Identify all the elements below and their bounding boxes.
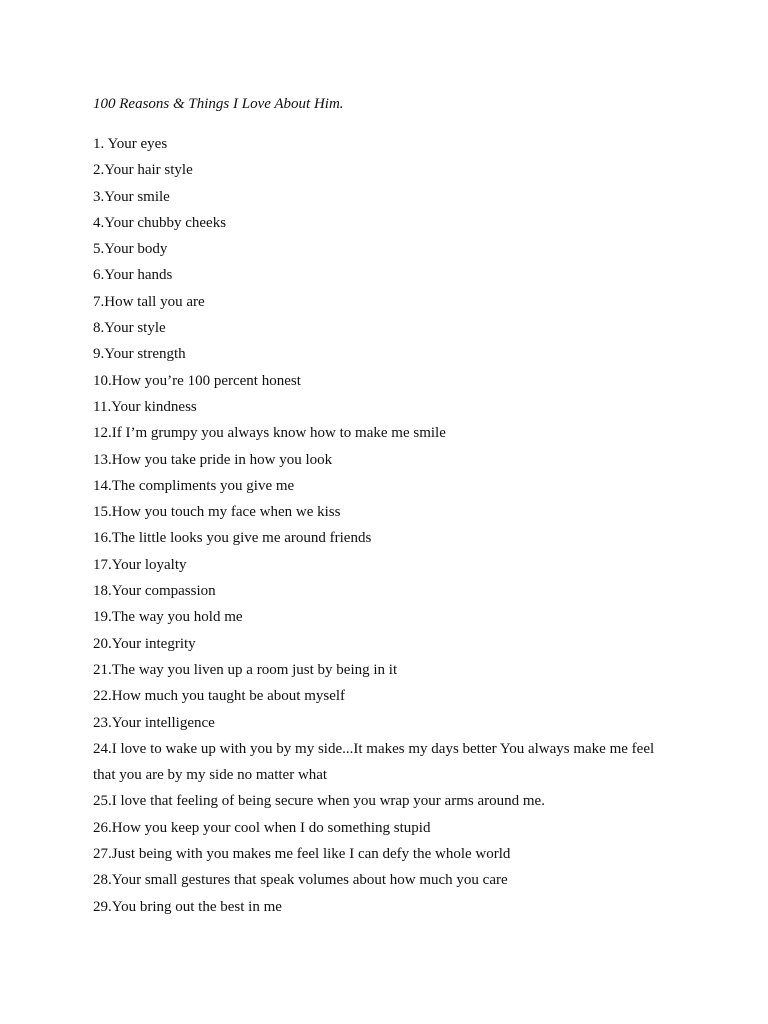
list-item: 5.Your body <box>93 241 168 258</box>
list-item: 2.Your hair style <box>93 162 193 179</box>
list-item: 1. Your eyes <box>93 136 168 152</box>
reason-list <box>93 131 693 920</box>
document-title: 100 Reasons & Things I Love About Him. <box>93 96 344 112</box>
list-item: 15.How you touch my face when we kiss <box>93 504 341 521</box>
list-item: 18.Your compassion <box>93 583 216 600</box>
list-item: 29.You bring out the best in me <box>93 898 282 915</box>
list-item: 4.Your chubby cheeks <box>93 214 227 231</box>
list-item: 24.I love to wake up with you by my side...It makes my days better You always make me feel <box>93 740 655 757</box>
list-item: 17.Your loyalty <box>93 556 187 573</box>
list-item-continuation: that you are by my side no matter what <box>93 767 328 784</box>
list-item: 6.Your hands <box>93 267 173 284</box>
list-item: 7.How tall you are <box>93 293 205 310</box>
list-item: 12.If I’m grumpy you always know how to make me smile <box>93 425 446 442</box>
list-item: 3.Your smile <box>93 188 170 205</box>
list-item: 21.The way you liven up a room just by being in it <box>93 661 398 678</box>
list-item: 20.Your integrity <box>93 635 196 652</box>
list-item: 8.Your style <box>93 320 166 337</box>
list-item: 10.How you’re 100 percent honest <box>93 372 301 389</box>
list-item: 19.The way you hold me <box>93 609 243 626</box>
list-item: 25.I love that feeling of being secure when you wrap your arms around me. <box>93 793 545 810</box>
list-item: 11.Your kindness <box>93 398 197 415</box>
list-item: 13.How you take pride in how you look <box>93 451 333 468</box>
list-item: 23.Your intelligence <box>93 714 215 731</box>
list-item: 27.Just being with you makes me feel like I can defy the whole world <box>93 846 511 863</box>
list-item: 26.How you keep your cool when I do something stupid <box>93 819 431 836</box>
list-item: 16.The little looks you give me around friends <box>93 530 372 547</box>
list-item: 22.How much you taught be about myself <box>93 688 346 705</box>
list-item: 28.Your small gestures that speak volumes about how much you care <box>93 872 508 889</box>
list-item: 14.The compliments you give me <box>93 477 295 494</box>
list-item: 9.Your strength <box>93 346 186 363</box>
